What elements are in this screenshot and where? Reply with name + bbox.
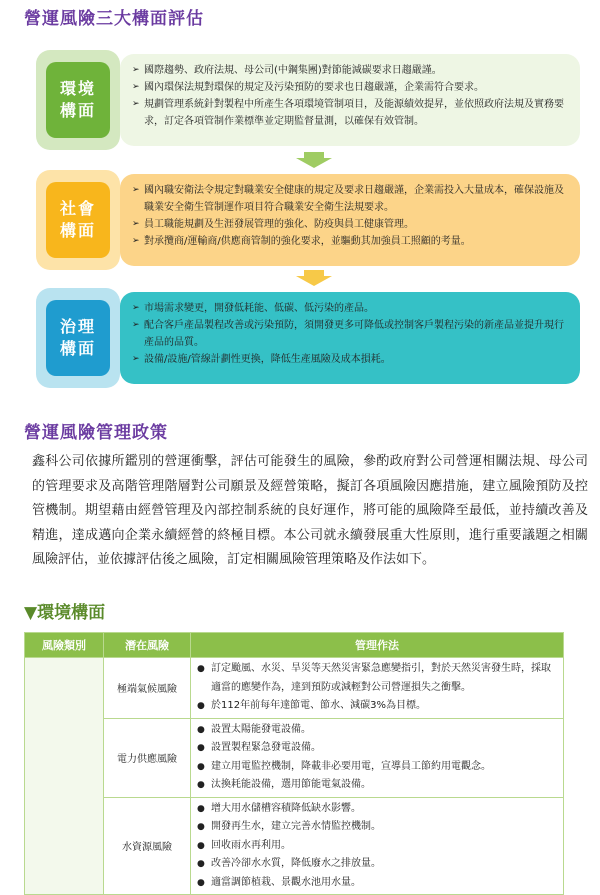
env-section-title: ▼環境構面 — [24, 603, 106, 623]
action-item: ● 設置太陽能發電設備。 — [197, 721, 557, 740]
column-header: 潛在風險 — [104, 633, 191, 658]
action-item: ● 汰換耗能設備，選用節能電氣設備。 — [197, 776, 557, 795]
facet-item: ➢ 對承攬商/運輸商/供應商管制的強化要求，並驅動其加強員工照顧的考量。 — [132, 233, 568, 250]
action-item: ● 訂定颱風、水災、旱災等天然災害緊急應變指引，對於天然災害發生時，採取適當的應變作為，達到預防或減輕對公司營運損失之衝擊。 — [197, 660, 557, 697]
table-row — [25, 658, 564, 719]
facet-item: ➢ 規劃管理系統針對製程中所產生各項環境管制項目，及能源績效提昇，並依照政府法規及實務要求，訂定各項管制作業標準並定期監督量測，以確保有效管制。 — [132, 96, 568, 130]
facet-badge — [46, 62, 110, 138]
facet-title-line2: 構面 — [59, 221, 96, 240]
facet-badge — [46, 300, 110, 376]
down-arrow-icon — [296, 152, 332, 168]
down-arrow-icon — [296, 270, 332, 286]
facet-panel — [120, 174, 580, 266]
facet-panel — [120, 54, 580, 146]
facet-item: ➢ 國際趨勢、政府法規、母公司(中鋼集團)對節能減碳要求日趨嚴謹。 — [132, 62, 568, 79]
table-row — [25, 718, 564, 797]
facet-environment — [36, 50, 580, 150]
policy-paragraph: 鑫科公司依據所鑑別的營運衝擊，評估可能發生的風險，參酌政府對公司營運相關法規、母公司的管理要求及高階管理階層對公司願景及經營策略，擬訂各項風險因應措施，建立風險預防及控管機制。期望藉由經營管理及內部控制系統的良好運作，將可能的風險降至最低，並持續改善及精進，達成邁向企業永續經營的終極目標。本公司就永續發展重大性原則，進行重要議題之相關風險評估，並依據評估後之風險，訂定相關風險管理策略及作法如下。 — [32, 454, 588, 567]
facet-item: ➢ 市場需求變更，開發低耗能、低碳、低污染的產品。 — [132, 300, 568, 317]
actions-cell — [191, 797, 564, 895]
facet-item: ➢ 配合客戶產品製程改善或污染預防，須開發更多可降低或控制客戶製程污染的新產品並提升現行產品的品質。 — [132, 317, 568, 351]
facet-item: ➢ 國內環保法規對環保的規定及污染預防的要求也日趨嚴謹，企業需符合要求。 — [132, 79, 568, 96]
facet-title-line1: 環境 — [59, 79, 96, 98]
facet-title-line2: 構面 — [59, 339, 96, 358]
action-item: ● 建立用電監控機制，降載非必要用電，宣導員工節約用電觀念。 — [197, 758, 557, 777]
risk-table — [24, 632, 564, 895]
action-item: ● 增大用水儲槽容積降低缺水影響。 — [197, 800, 557, 819]
page-title: 營運風險三大構面評估 — [24, 9, 204, 29]
table-row — [25, 797, 564, 895]
facet-badge-outer — [36, 170, 120, 270]
action-item: ● 設置製程緊急發電設備。 — [197, 739, 557, 758]
action-item: ● 於112年前每年達節電、節水、減碳3%為目標。 — [197, 697, 557, 716]
facet-item: ➢ 國內職安衛法令規定對職業安全健康的規定及要求日趨嚴謹，企業需投入大量成本，確保設施及職業安全衛生管制運作項目符合職業安全衛生法規要求。 — [132, 182, 568, 216]
column-header: 風險類別 — [25, 633, 104, 658]
facet-title-line1: 社會 — [59, 199, 96, 218]
facet-item: ➢ 員工職能規劃及生涯發展管理的強化、防疫與員工健康管理。 — [132, 216, 568, 233]
facet-badge-outer — [36, 50, 120, 150]
facet-society — [36, 170, 580, 270]
risk-name-cell: 水資源風險 — [104, 797, 191, 895]
risk-name-cell: 極端氣候風險 — [104, 658, 191, 719]
facet-governance — [36, 288, 580, 388]
facet-title-line1: 治理 — [59, 317, 96, 336]
facet-title-line2: 構面 — [59, 101, 96, 120]
action-item: ● 回收雨水再利用。 — [197, 837, 557, 856]
table-header-row — [25, 633, 564, 658]
facet-badge — [46, 182, 110, 258]
facet-item: ➢ 設備/設施/管線計劃性更換，降低生產風險及成本損耗。 — [132, 351, 568, 368]
action-item: ● 開發再生水，建立完善水情監控機制。 — [197, 818, 557, 837]
facet-panel — [120, 292, 580, 384]
facet-badge-outer — [36, 288, 120, 388]
actions-cell — [191, 718, 564, 797]
risk-name-cell: 電力供應風險 — [104, 718, 191, 797]
action-item: ● 適當調節植栽、景觀水池用水量。 — [197, 874, 557, 893]
action-item: ● 改善冷卻水水質，降低廢水之排放量。 — [197, 855, 557, 874]
column-header: 管理作法 — [191, 633, 564, 658]
actions-cell — [191, 658, 564, 719]
risk-category-cell — [25, 658, 104, 895]
policy-title: 營運風險管理政策 — [24, 423, 168, 443]
